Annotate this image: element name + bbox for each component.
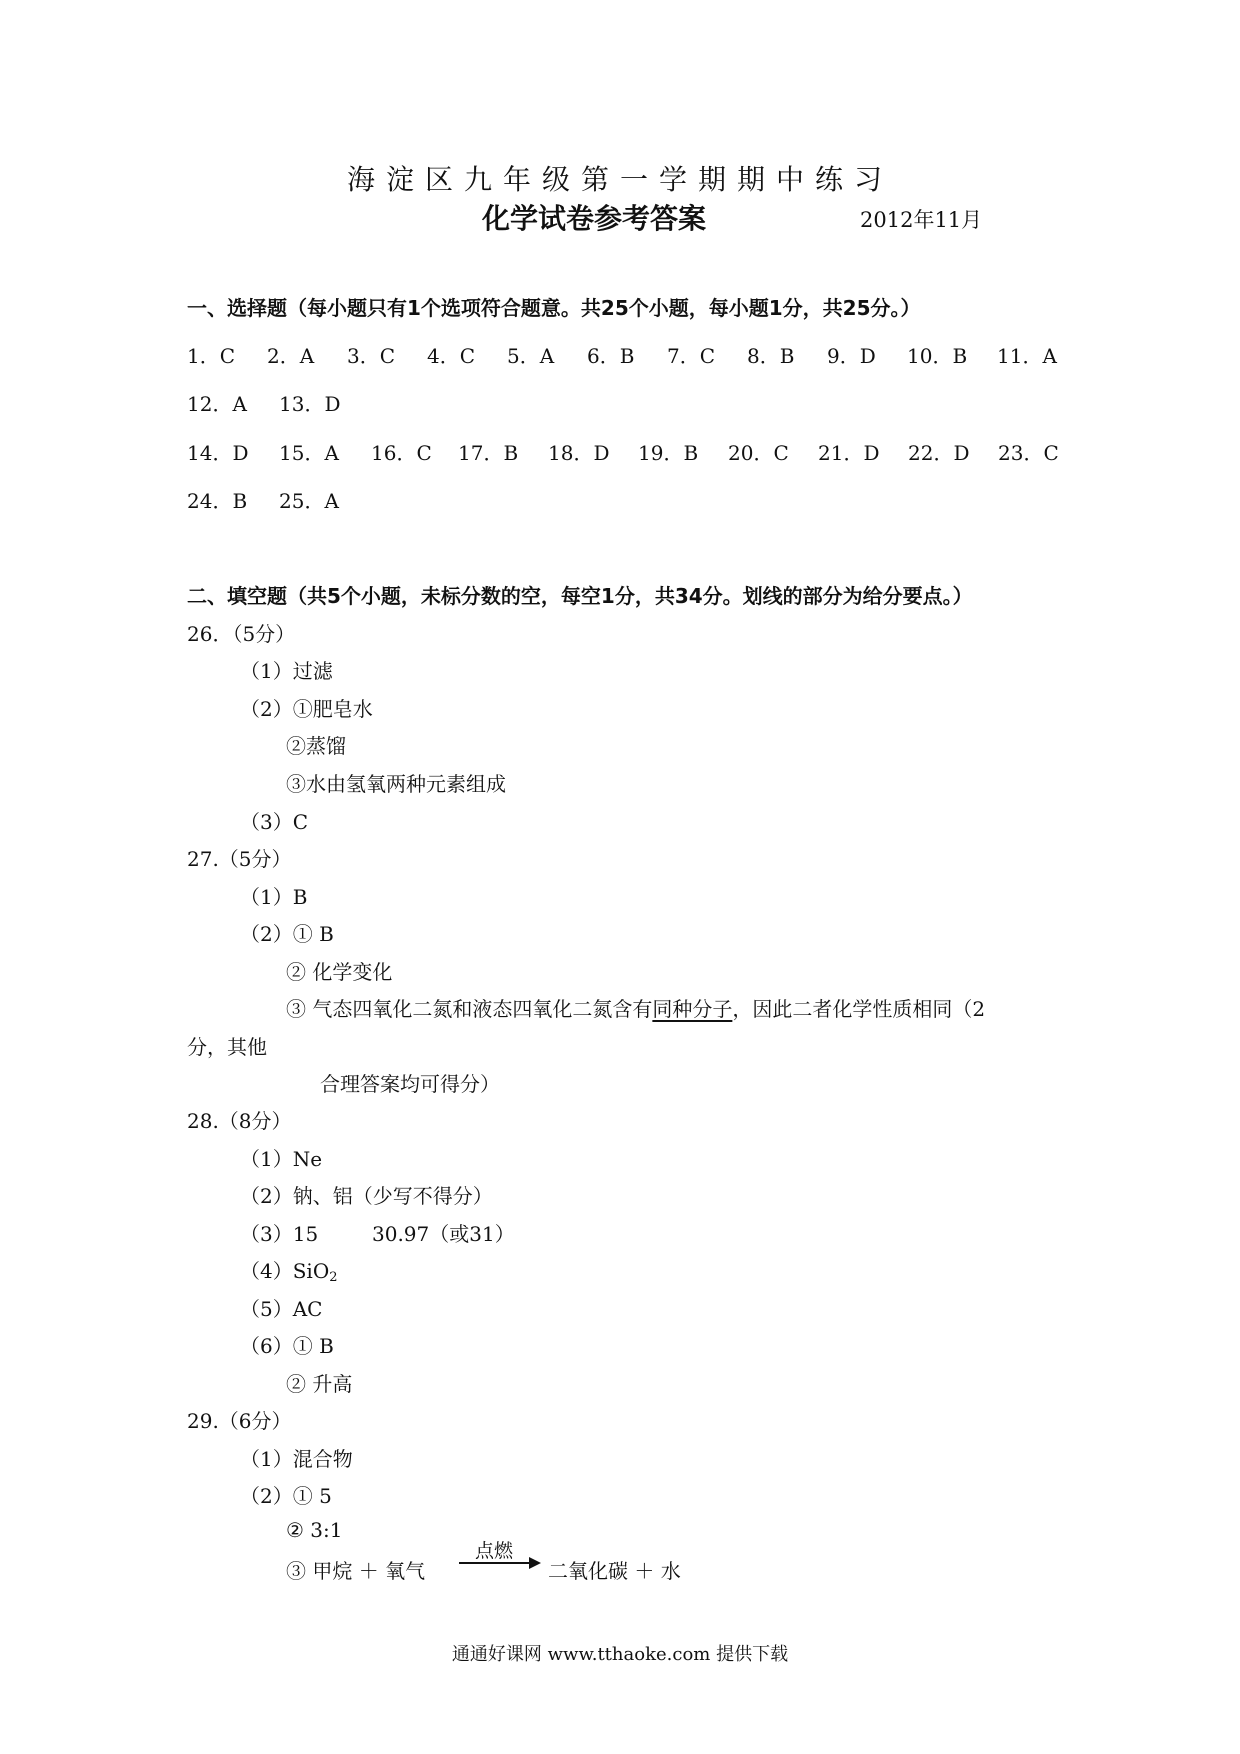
q28-part4-subscript: 2 xyxy=(329,1270,338,1285)
q29-part2a: （2）① 5 xyxy=(240,1484,332,1508)
q29-header: 29.（6分） xyxy=(187,1409,292,1433)
q29-equation-right: 二氧化碳 ＋ 水 xyxy=(548,1559,681,1583)
section1-heading: 一、选择题（每小题只有1个选项符合题意。共25个小题，每小题1分，共25分。） xyxy=(187,296,921,320)
q28-part6a: （6）① B xyxy=(240,1334,334,1358)
q28-part2: （2）钠、铝（少写不得分） xyxy=(240,1184,493,1208)
mcq-answer: 1．C xyxy=(187,344,236,368)
q26-part3: （3）C xyxy=(240,810,309,834)
reaction-arrow xyxy=(459,1540,543,1580)
arrow-icon xyxy=(459,1562,539,1564)
mcq-answer: 3．C xyxy=(347,344,396,368)
q27-part2c-continued2: 合理答案均可得分） xyxy=(320,1072,500,1096)
mcq-answer: 17．B xyxy=(458,441,519,465)
q26-header: 26．（5分） xyxy=(187,622,296,646)
q29-part2b: ② 3:1 xyxy=(286,1518,343,1542)
q27-part2c xyxy=(286,993,985,1022)
mcq-answer: 16．C xyxy=(371,441,432,465)
mcq-answer: 23．C xyxy=(998,441,1059,465)
mcq-answer: 2．A xyxy=(267,344,315,368)
q29-equation-left: ③ 甲烷 ＋ 氧气 xyxy=(286,1559,426,1583)
mcq-answer: 12．A xyxy=(187,392,247,416)
document-subtitle: 化学试卷参考答案 xyxy=(482,202,707,235)
q27-part2b: ② 化学变化 xyxy=(286,960,393,984)
q28-part6b: ② 升高 xyxy=(286,1372,353,1396)
q28-part3b: 30.97（或31） xyxy=(372,1222,515,1246)
mcq-answer: 7．C xyxy=(667,344,716,368)
mcq-answer: 8．B xyxy=(747,344,795,368)
mcq-answer: 6．B xyxy=(587,344,635,368)
reaction-condition: 点燃 xyxy=(475,1540,514,1562)
mcq-answer: 21．D xyxy=(818,441,880,465)
document-date: 2012年11月 xyxy=(860,208,983,232)
mcq-answer: 11．A xyxy=(997,344,1057,368)
mcq-answer: 5．A xyxy=(507,344,555,368)
mcq-answer: 24．B xyxy=(187,489,248,513)
q28-part5: （5）AC xyxy=(240,1297,323,1321)
mcq-answer: 18．D xyxy=(548,441,610,465)
mcq-answer: 25．A xyxy=(279,489,339,513)
q28-part4 xyxy=(240,1255,338,1285)
q27-part1: （1）B xyxy=(240,885,308,909)
document-title: 海淀区九年级第一学期期中练习 xyxy=(346,163,893,196)
mcq-answer: 10．B xyxy=(907,344,968,368)
q26-part2b: ②蒸馏 xyxy=(286,734,346,758)
q26-part2a: （2）①肥皂水 xyxy=(240,697,373,721)
q27-key-point: 同种分子 xyxy=(652,997,733,1021)
q27-part2c-continued: 分，其他 xyxy=(187,1035,267,1059)
q28-part1: （1）Ne xyxy=(240,1147,323,1171)
mcq-answer: 9．D xyxy=(827,344,876,368)
q27-part2c-post: ，因此二者化学性质相同（2 xyxy=(732,997,986,1021)
mcq-answer: 19．B xyxy=(638,441,699,465)
q28-header: 28.（8分） xyxy=(187,1109,292,1133)
q26-part1: （1）过滤 xyxy=(240,659,333,683)
mcq-answer: 22．D xyxy=(908,441,970,465)
q26-part2c: ③水由氢氧两种元素组成 xyxy=(286,772,506,796)
q27-part2a: （2）① B xyxy=(240,922,334,946)
mcq-answer: 13．D xyxy=(279,392,341,416)
q27-part2c-pre: ③ 气态四氧化二氮和液态四氧化二氮含有 xyxy=(286,997,653,1021)
page-footer: 通通好课网 www.tthaoke.com 提供下载 xyxy=(451,1644,789,1665)
q28-part3a: （3）15 xyxy=(240,1222,319,1246)
section2-heading: 二、填空题（共5个小题，未标分数的空，每空1分，共34分。划线的部分为给分要点。） xyxy=(187,584,973,608)
mcq-answer: 20．C xyxy=(728,441,789,465)
q28-part4-formula: （4）SiO xyxy=(240,1259,330,1283)
mcq-answer: 4．C xyxy=(427,344,476,368)
q27-header: 27.（5分） xyxy=(187,847,292,871)
q29-part1: （1）混合物 xyxy=(240,1447,353,1471)
mcq-answer: 15．A xyxy=(279,441,339,465)
mcq-answer: 14．D xyxy=(187,441,249,465)
